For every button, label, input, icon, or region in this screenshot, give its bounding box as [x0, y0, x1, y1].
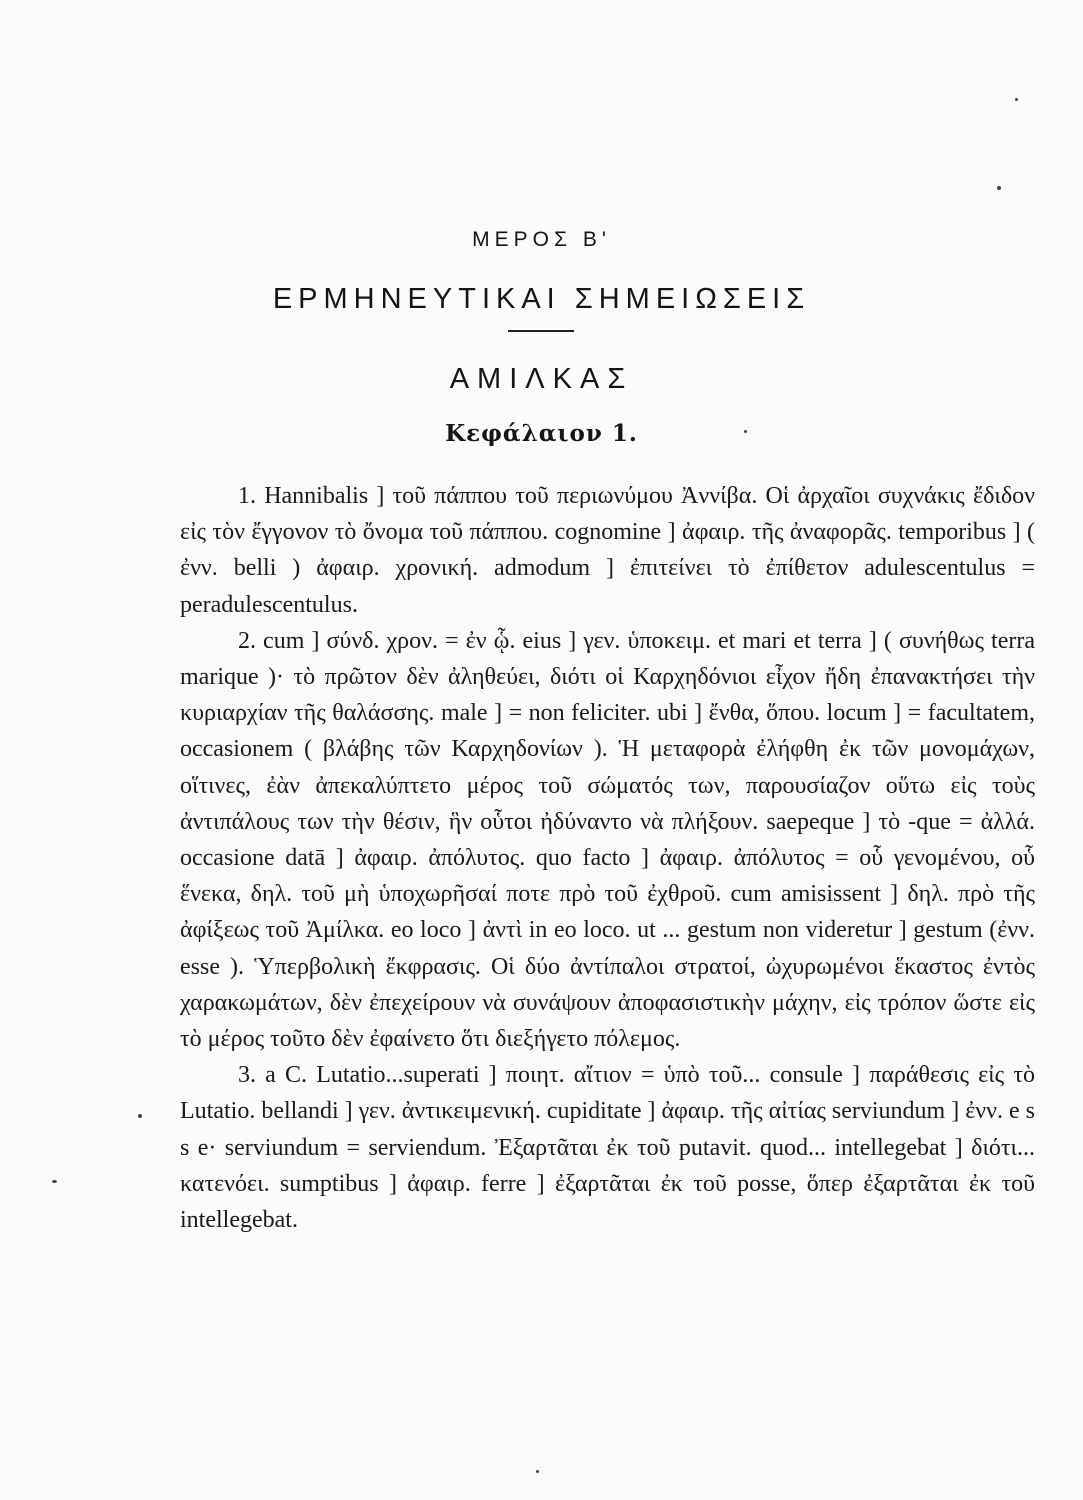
chapter-title: ΑΜΙΛΚΑΣ [449, 363, 634, 395]
section-heading: ΕΡΜΗΝΕΥΤΙΚΑΙ ΣΗΜΕΙΩΣΕΙΣ [272, 283, 811, 315]
scan-speck [536, 1470, 539, 1473]
scan-speck [52, 1180, 57, 1183]
heading-divider [508, 330, 574, 332]
scan-speck [997, 186, 1001, 190]
scan-speck [1015, 98, 1018, 101]
chapter-number: Κεφάλαιον 1. [445, 420, 638, 447]
paragraph-1: 1. Hannibalis ] τοῦ πάππου τοῦ περιωνύμου Ἀννίβα. Οἱ ἀρχαῖοι συχνάκις ἔδιδον εἰς τὸν ἔγγονον τὸ ὄνομα τοῦ πάππου. cognomine ] ἀφαιρ. τῆς ἀναφορᾶς. temporibus ] ( ἐνν. belli ) ἀφαιρ. χρονική. admodum ] ἐπιτείνει τὸ ἐπίθετον adulescentulus = peradulescentulus. [180, 483, 1035, 618]
paragraph-3: 3. a C. Lutatio...superati ] ποιητ. αἴτιον = ὑπὸ τοῦ... consule ] παράθεσις εἰς τὸ Lutatio. bellandi ] γεν. ἀντικειμενική. cupiditate ] ἀφαιρ. τῆς αἰτίας serviundum ] ἐνν. e s s e· serviundum = serviendum. Ἐξαρτᾶται ἐκ τοῦ putavit. quod... intellegebat ] διότι... κατενόει. sumptibus ] ἀφαιρ. ferre ] ἐξαρτᾶται ἐκ τοῦ posse, ὅπερ ἐξαρτᾶται ἐκ τοῦ intellegebat. [180, 1062, 1036, 1234]
bleed-through-texture [170, 95, 1070, 131]
commentary-body [180, 478, 1035, 1238]
paragraph-2: 2. cum ] σύνδ. χρον. = ἐν ᾧ. eius ] γεν. ὑποκειμ. et mari et terra ] ( συνήθως terra marique )· τὸ πρῶτον δὲν ἀληθεύει, διότι οἱ Καρχηδόνιοι εἶχον ἤδη ἐπανακτήσει τὴν κυριαρχίαν τῆς θαλάσσης. male ] = non feliciter. ubi ] ἔνθα, ὅπου. locum ] = facultatem, occasionem ( βλάβης τῶν Καρχηδονίων ). Ἡ μεταφορὰ ἐλήφθη ἐκ τῶν μονομάχων, οἵτινες, ἐὰν ἀπεκαλύπτετο μέρος τοῦ σώματός των, παρουσίαζον οὕτω εἰς τοὺς ἀντιπάλους των τὴν θέσιν, ἣν οὗτοι ἠδύναντο νὰ πλήξουν. saepeque ] τὸ -que = ἀλλά. occasione datā ] ἀφαιρ. ἀπόλυτος. quo facto ] ἀφαιρ. ἀπόλυτος = οὗ γενομένου, οὗ ἕνεκα, δηλ. τοῦ μὴ ὑποχωρῆσαί ποτε πρὸ τοῦ ἐχθροῦ. cum amisissent ] δηλ. πρὸ τῆς ἀφίξεως τοῦ Ἀμίλκα. eo loco ] ἀντὶ in eo loco. ut ... gestum non videretur ] gestum (ἐνν. esse ). Ὑπερβολικὴ ἔκφρασις. Οἱ δύο ἀντίπαλοι στρατοί, ὠχυρωμένοι ἕκαστος ἐντὸς χαρακωμάτων, δὲν ἐπεχείρουν νὰ συνάψουν ἀποφασιστικὴν μάχην, εἰς τρόπον ὥστε εἰς τὸ μέρος τοῦτο δὲν ἐφαίνετο ὅτι διεξήγετο πόλεμος. [180, 627, 1035, 1053]
part-heading: ΜΕΡΟΣ Β' [472, 228, 611, 251]
scan-speck [138, 1114, 142, 1118]
scan-speck [744, 430, 747, 433]
